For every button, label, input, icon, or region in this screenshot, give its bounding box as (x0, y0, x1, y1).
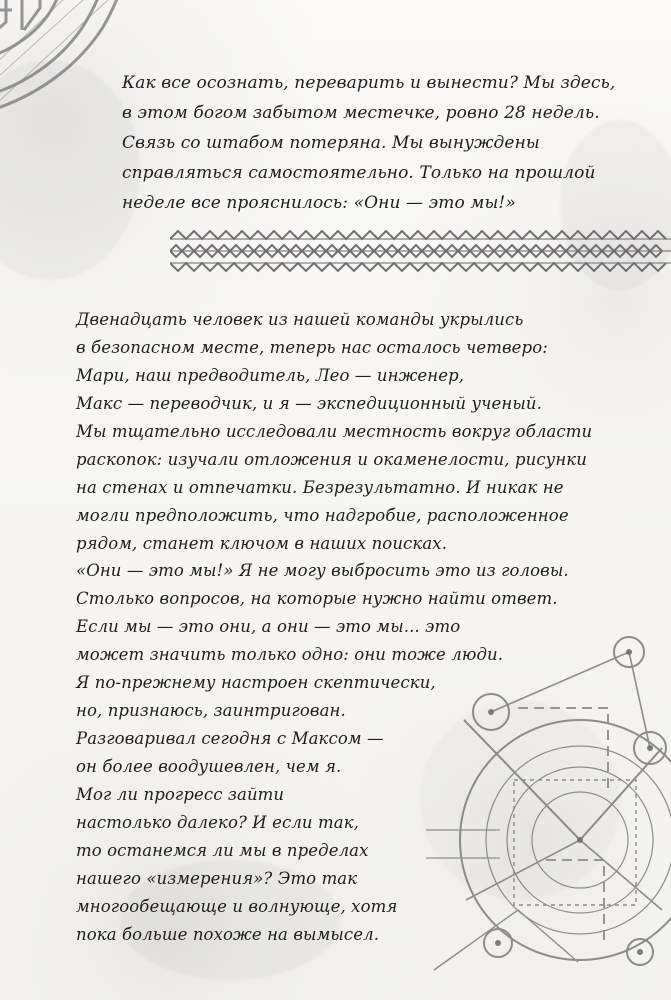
story-paragraph-2-line-10: настолько далеко? И если так, (76, 813, 359, 832)
story-paragraph-2 (76, 557, 569, 949)
story-paragraph-2-line-9: Мог ли прогресс зайти (76, 785, 285, 804)
story-paragraph-1-line-1: Двенадцать человек из нашей команды укрылись (76, 310, 524, 329)
intro-line-2: в этом богом забытом местечке, ровно 28 недель. (122, 103, 600, 123)
story-paragraph-1-line-9: рядом, станет ключом в наших поисках. (76, 534, 448, 553)
story-paragraph-2-line-1: «Они — это мы!» Я не могу выбросить это из головы. (76, 561, 569, 580)
story-paragraph-2-line-2: Столько вопросов, на которые нужно найти ответ. (76, 589, 558, 608)
story-paragraph-1-line-3: Мари, наш предводитель, Лео — инженер, (76, 366, 465, 385)
story-paragraph-1-line-2: в безопасном месте, теперь нас осталось четверо: (76, 338, 548, 357)
story-paragraph-2-line-11: то останемся ли мы в пределах (76, 841, 369, 860)
story-paragraph-1-line-8: могли предположить, что надгробие, расположенное (76, 506, 569, 525)
story-paragraph-1-line-6: раскопок: изучали отложения и окаменелости, рисунки (76, 450, 587, 469)
story-paragraph-1-line-4: Макс — переводчик, и я — экспедиционный ученый. (76, 394, 542, 413)
story-paragraph-2-line-3: Если мы — это они, а они — это мы... это (76, 617, 461, 636)
story-paragraph-1-line-7: на стенах и отпечатки. Безрезультатно. И никак не (76, 478, 564, 497)
story-paragraph-2-line-13: многообещающе и волнующе, хотя (76, 897, 398, 916)
intro-line-4: справляться самостоятельно. Только на прошлой (122, 163, 596, 183)
intro-line-1: Как все осознать, переварить и вынести? Мы здесь, (122, 73, 616, 93)
story-paragraph-2-line-4: может значить только одно: они тоже люди. (76, 645, 504, 664)
story-paragraph-2-line-8: он более воодушевлен, чем я. (76, 757, 342, 776)
intro-entry (122, 68, 615, 218)
story-paragraph-2-line-6: но, признаюсь, заинтригован. (76, 701, 346, 720)
tribal-pattern-band-icon (170, 225, 671, 277)
intro-line-5: неделе все прояснилось: «Они — это мы!» (122, 193, 516, 213)
story-paragraph-1 (76, 306, 592, 558)
story-paragraph-2-line-12: нашего «измерения»? Это так (76, 869, 358, 888)
story-paragraph-2-line-7: Разговаривал сегодня с Максом — (76, 729, 384, 748)
story-paragraph-2-line-14: пока больше похоже на вымысел. (76, 925, 380, 944)
mystic-ring-corner-icon (0, 0, 133, 115)
story-paragraph-1-line-5: Мы тщательно исследовали местность вокруг области (76, 422, 593, 441)
story-paragraph-2-line-5: Я по-прежнему настроен скептически, (76, 673, 436, 692)
intro-line-3: Связь со штабом потеряна. Мы вынуждены (122, 133, 540, 153)
